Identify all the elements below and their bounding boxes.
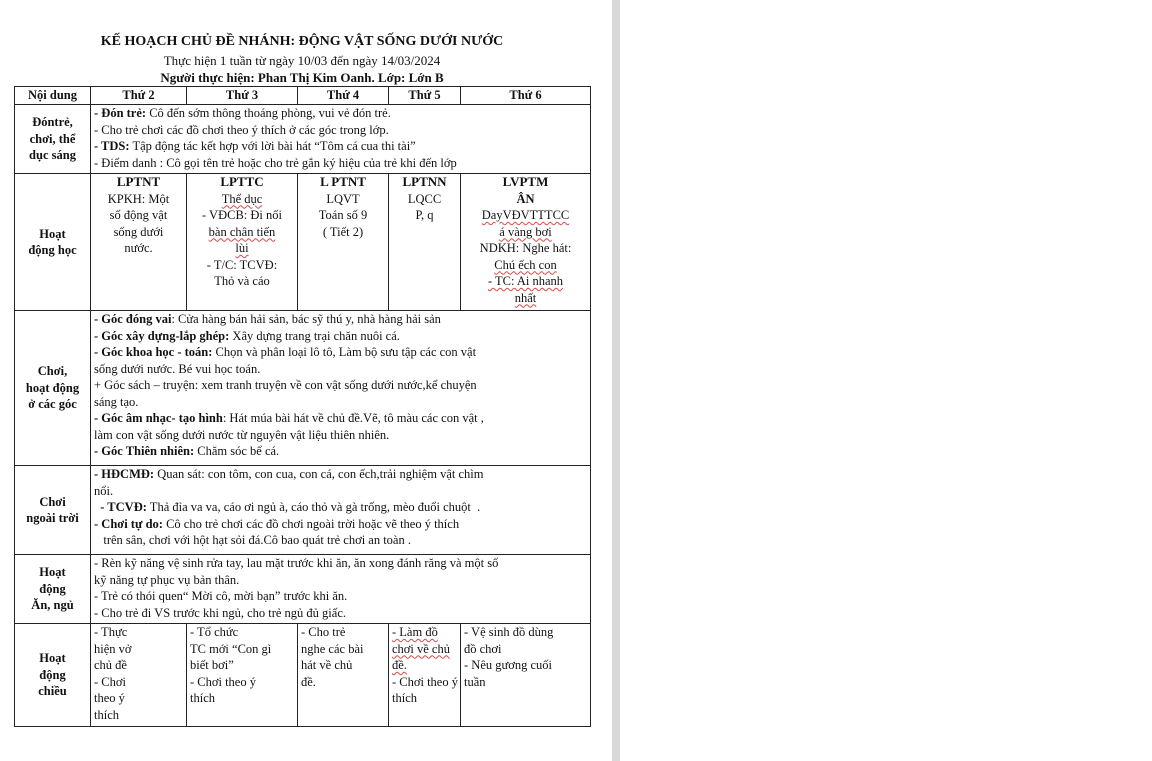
cell-afternoon-thu: - Làm đồ chơi về chủ đề. - Chơi theo ý thích (389, 624, 461, 727)
plan-period: Thực hiện 1 tuần từ ngày 10/03 đến ngày 14/03/2024 (163, 53, 441, 68)
text-line: - Đón trẻ: Cô đến sớm thông thoáng phòng, vui vẻ đón trẻ. (94, 106, 391, 120)
row-label-morning: Đóntrẻ, chơi, thể dục sáng (15, 105, 91, 174)
text-line: - HĐCMĐ: Quan sát: con tôm, con cua, con cá, con ếch,trải nghiệm vật chìm (94, 467, 484, 481)
row-afternoon (15, 624, 591, 727)
text-line: kỹ năng tự phục vụ bản thân. (94, 572, 240, 587)
cell-meal (91, 555, 591, 624)
text-line: - TCVĐ: Thả đỉa va va, cáo ơi ngủ à, cáo thỏ và gà trống, mèo đuổi chuột . (94, 500, 481, 514)
cell-outdoor (91, 466, 591, 555)
row-outdoor (15, 466, 591, 555)
cell-afternoon-tue: - Tổ chức TC mới “Con gì biết bơi” - Chơi theo ý thích (187, 624, 298, 727)
page-gutter (612, 0, 620, 761)
text-line: - Trẻ có thói quen“ Mời cô, mời bạn” trước khi ăn. (94, 589, 348, 603)
header-tuesday: Thứ 3 (187, 87, 298, 105)
row-label-afternoon: Hoạt động chiều (15, 624, 91, 727)
text-line: trên sân, chơi với hột hạt sỏi đá.Cô bao quát trẻ chơi an toàn . (94, 533, 411, 547)
cell-corners (91, 311, 591, 466)
text-line: sống dưới nước. Bé vui học toán. (94, 361, 261, 376)
text-line: - Góc âm nhạc- tạo hình: Hát múa bài hát về chủ đề.Vẽ, tô màu các con vật , (94, 411, 484, 425)
header-friday: Thứ 6 (461, 87, 591, 105)
cell-afternoon-fri: - Vệ sinh đồ dùng đồ chơi - Nêu gương cuối tuần (461, 624, 591, 727)
text-line: nổi. (94, 483, 114, 498)
cell-learning-mon: LPTNT KPKH: Một số động vật sống dưới nước. (91, 174, 187, 311)
cell-learning-thu: LPTNN LQCC P, q (389, 174, 461, 311)
text-line: - Cho trẻ đi VS trước khi ngủ, cho trẻ ngủ đủ giấc. (94, 605, 347, 620)
header-monday: Thứ 2 (91, 87, 187, 105)
text-line: + Góc sách – truyện: xem tranh truyện về con vật sống dưới nước,kể chuyện (94, 378, 477, 392)
weekly-plan-table (14, 86, 591, 727)
table-header-row (15, 87, 591, 105)
cell-afternoon-wed: - Cho trẻ nghe các bài hát về chủ đề. (298, 624, 389, 727)
plan-title: KẾ HOẠCH CHỦ ĐỀ NHÁNH: ĐỘNG VẬT SỐNG DƯỚI NƯỚC (100, 34, 504, 49)
text-line: - Góc đóng vai: Cửa hàng bán hải sản, bác sỹ thú y, nhà hàng hải sản (94, 312, 441, 326)
cell-learning-wed: L PTNT LQVT Toán số 9 ( Tiết 2) (298, 174, 389, 311)
header-thursday: Thứ 5 (389, 87, 461, 105)
cell-afternoon-mon: - Thực hiện vở chủ đề - Chơi theo ý thích (91, 624, 187, 727)
text-line: - Góc khoa học - toán: Chọn và phân loại lô tô, Làm bộ sưu tập các con vật (94, 345, 477, 359)
blank-page (620, 0, 1152, 761)
text-line: làm con vật sống dưới nước từ nguyên vật liệu thiên nhiên. (94, 427, 390, 442)
row-label-corners: Chơi, hoạt động ở các góc (15, 311, 91, 466)
row-corners (15, 311, 591, 466)
plan-author: Người thực hiện: Phan Thị Kim Oanh. Lớp: Lớn B (160, 70, 444, 85)
text-line: sáng tạo. (94, 394, 139, 409)
row-label-meal: Hoạt động Ăn, ngủ (15, 555, 91, 624)
row-learning (15, 174, 591, 311)
text-line: - Chơi tự do: Cô cho trẻ chơi các đồ chơi ngoài trời hoặc vẽ theo ý thích (94, 516, 460, 531)
text-line: - Cho trẻ chơi các đồ chơi theo ý thích ở các góc trong lớp. (94, 122, 389, 137)
text-line: - Rèn kỹ năng vệ sinh rửa tay, lau mặt trước khi ăn, ăn xong đánh răng và một số (94, 556, 499, 570)
cell-morning (91, 105, 591, 174)
cell-learning-tue: LPTTC Thể dục - VĐCB: Đi nối bàn chân tiến lùi - T/C: TCVĐ: Thỏ và cáo (187, 174, 298, 311)
text-line: - Góc xây dựng-lắp ghép: Xây dựng trang trại chăn nuôi cá. (94, 328, 400, 343)
header-content: Nội dung (15, 87, 91, 105)
cell-learning-fri: LVPTM ÂN DayVĐVTTTCC á vàng bơi NDKH: Nghe hát: Chú ếch con - TC: Ai nhanh nhất (461, 174, 591, 311)
row-label-outdoor: Chơi ngoài trời (15, 466, 91, 555)
header-wednesday: Thứ 4 (298, 87, 389, 105)
row-label-learning: Hoạt động học (15, 174, 91, 311)
text-line: - Điểm danh : Cô gọi tên trẻ hoặc cho trẻ gắn ký hiệu của trẻ khi đến lớp (94, 155, 457, 170)
row-morning (15, 105, 591, 174)
row-meal (15, 555, 591, 624)
text-line: - Góc Thiên nhiên: Chăm sóc bể cá. (94, 444, 280, 458)
text-line: - TDS: Tập động tác kết hợp với lời bài hát “Tôm cá cua thi tài” (94, 139, 416, 153)
